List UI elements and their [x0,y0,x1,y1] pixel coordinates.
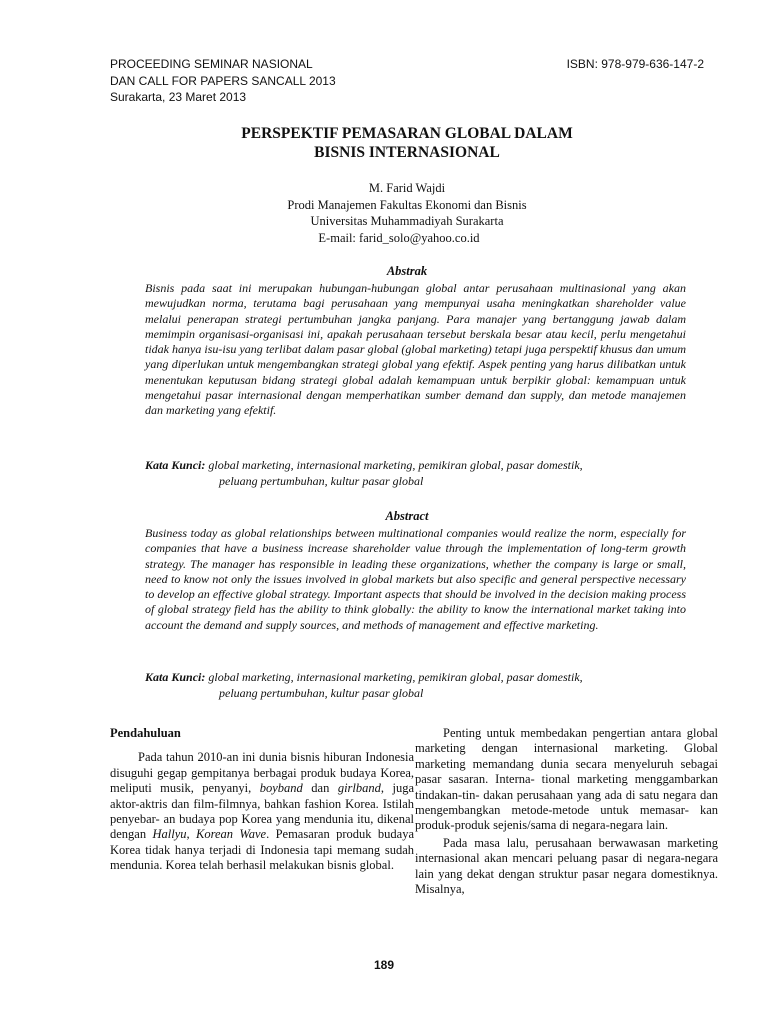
abstrak-text: Bisnis pada saat ini merupakan hubungan-hubungan global antar perusahaan multinasional yang akan mewujudkan norma, terutama bagi perusahaan yang mempunyai usaha meningkatkan shareholder value melalui penerapan strategi pertumbuhan jangka panjang. Para manajer yang bertanggung jawab dalam memimpin organisasi-organisasi ini, apakah perusahaan tersebut berskala besar atau kecil, perlu mengetahui tidak hanya isu-isu yang terlibat dalam pasar global (global marketing) tetapi juga perspektif khusus dan umum yang diperlukan untuk mengembangkan strategi global yang efektif. Aspek penting yang harus dilibatkan untuk menentukan keputusan bidang strategi global adalah kemampuan untuk berpikir global: kemampuan untuk mengetahui pasar internasional dengan memperhatikan sumber demand dan supply, dan metode manajemen dan marketing yang efektif. [145,281,686,418]
isbn: ISBN: 978-979-636-147-2 [566,57,704,71]
abstrak-keywords-line1: global marketing, internasional marketing, pemikiran global, pasar domestik, [208,458,583,472]
abstract-keywords-line2: peluang pertumbuhan, kultur pasar global [219,685,424,700]
author-block [110,180,704,246]
proceeding-title-line1: PROCEEDING SEMINAR NASIONAL [110,57,313,71]
proceeding-title-line2: DAN CALL FOR PAPERS SANCALL 2013 [110,73,336,88]
paper-title-line2: BISNIS INTERNASIONAL [314,144,500,161]
body-column-left [110,726,414,874]
abstrak-heading: Abstrak [386,264,428,278]
abstract-text: Business today as global relationships between multinational companies would realize the norm, especially for companies that have a business increase shareholder value through the implementation of long-term growth strategy. The manager has responsible in leading these organizations, whether the company is large or small, need to know not only the issues involved in global markets but also specific and general perspective necessary to develop an effective global strategy. Important aspects that should be involved in the decision making process of global strategy field has the ability to think globally: the ability to know the international market taking into account the demand and supply sources, and methods of management and effective marketing. [145,526,686,632]
abstract-keywords-line1: global marketing, internasional marketing, pemikiran global, pasar domestik, [208,670,583,684]
author-name: M. Farid Wajdi [368,181,446,195]
abstrak-keywords-line2: peluang pertumbuhan, kultur pasar global [219,473,424,488]
running-header [110,56,704,106]
paragraph: Pada tahun 2010-an ini dunia bisnis hiburan Indonesia disuguhi gegap gempitanya berbagai produk budaya Korea, meliputi musik, penyanyi, boyband dan girlband, juga aktor-aktris dan film-filmnya, bahkan fashion Korea. Istilah penyebar- an budaya pop Korea yang mendunia itu, dikenal dengan Hallyu, Korean Wave. Pemasaran produk budaya Korea tidak hanya terjadi di Indonesia tapi memang sudah mendunia. Korea telah berhasil melakukan bisnis global. [110,750,414,873]
section-title: Pendahuluan [110,726,181,740]
abstract-keywords [145,670,686,701]
author-email: E-mail: farid_solo@yahoo.co.id [318,230,480,245]
page-number: 189 [373,958,395,972]
paragraph: Pada masa lalu, perusahaan berwawasan marketing internasional akan mencari peluang pasar di negara-negara lain yang dekat dengan struktur pasar negara domestiknya. Misalnya, [415,835,718,897]
abstract-heading: Abstract [385,509,429,523]
author-university: Universitas Muhammadiyah Surakarta [310,214,504,228]
abstrak-keywords-label: Kata Kunci: [145,458,206,472]
abstrak-keywords [145,458,686,489]
body-column-right [415,726,718,897]
abstract-keywords-label: Kata Kunci: [145,670,206,684]
proceeding-place-date: Surakarta, 23 Maret 2013 [110,90,247,104]
paper-title-line1: PERSPEKTIF PEMASARAN GLOBAL DALAM [241,125,573,142]
author-department: Prodi Manajemen Fakultas Ekonomi dan Bisnis [287,197,527,212]
paper-title [110,124,704,162]
paragraph: Penting untuk membedakan pengertian antara global marketing dengan internasional marketing. Global marketing memandang dunia secara menyeluruh sebagai pasar sasaran. Interna- tional marketing menggambarkan tindakan-tin- dakan perusahaan yang ada di satu negara dan mengembangkan metode-metode untuk memasar- kan produk-produk sejenis/sama di negara-negara lain. [415,726,718,833]
